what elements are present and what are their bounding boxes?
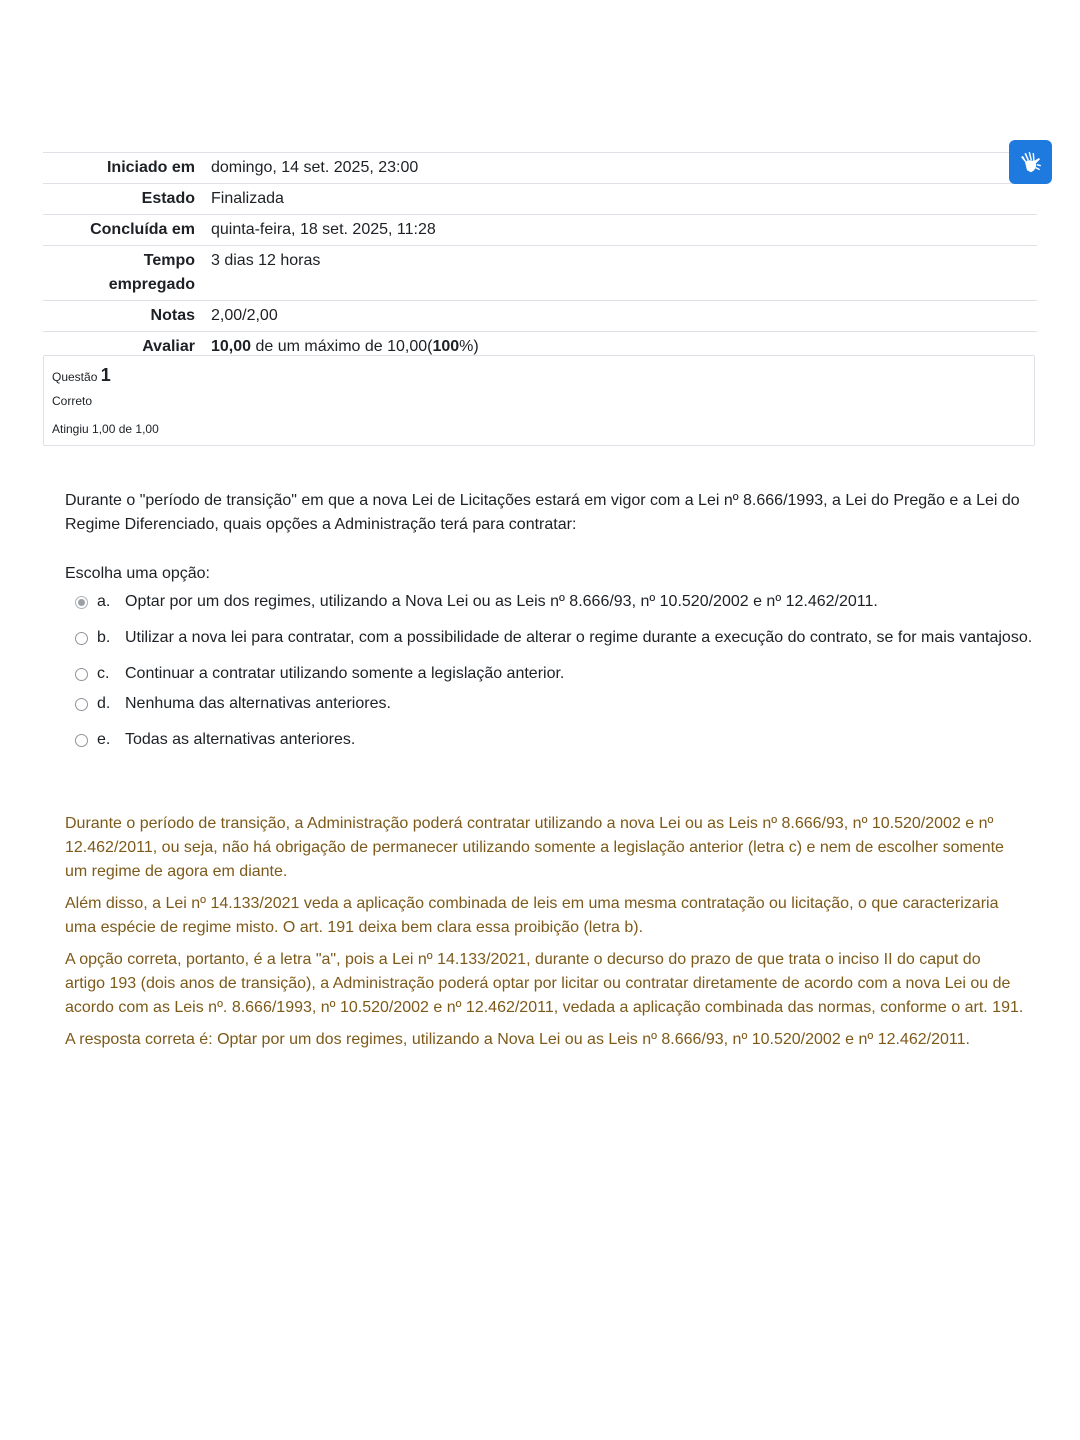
summary-value: Finalizada [211,190,284,207]
grade-end: %) [459,338,479,355]
grade-middle: de um máximo de 10,00( [251,338,433,355]
summary-label: Iniciado em [106,159,195,176]
quiz-summary-table [43,152,1037,362]
grade-score: 10,00 [211,338,252,355]
option-text: Utilizar a nova lei para contratar, com a possibilidade de alterar o regime durante a execução do contrato, se for mais vantajoso. [125,629,1033,646]
radio-button[interactable] [75,668,88,681]
grade-percent: 100 [432,338,460,355]
summary-value: 3 dias 12 horas [211,252,321,269]
option-letter: d. [97,695,111,712]
feedback-paragraph: A opção correta, portanto, é a letra "a", pois a Lei nº 14.133/2021, durante o decurso do prazo de que trata o inciso II do caput do artigo 193 (dois anos de transição), a Administração poderá optar por licitar ou contratar diretamente de acordo com a nova Lei ou de acordo com as Leis nº. 8.666/1993, nº 10.520/2002 e nº 12.462/2011, vedada a aplicação combinada das normas, conforme o art. 191. [65,951,1024,1016]
option-letter: b. [97,629,111,646]
answer-option-b[interactable] [73,626,1032,650]
summary-label: Notas [150,307,195,324]
summary-label: Estado [141,190,195,207]
option-letter: c. [97,665,110,682]
question-number-label: Questão [52,370,98,384]
question-number [52,364,1026,388]
option-text: Optar por um dos regimes, utilizando a Nova Lei ou as Leis nº 8.666/93, nº 10.520/2002 e nº 12.462/2011. [125,593,878,610]
radio-button[interactable] [75,734,88,747]
question-number-value: 1 [100,365,111,385]
option-text: Continuar a contratar utilizando somente a legislação anterior. [125,665,565,682]
option-text: Todas as alternativas anteriores. [125,731,356,748]
option-letter: e. [97,731,111,748]
summary-row-state [43,184,1037,215]
radio-button-selected[interactable] [75,596,88,609]
accessibility-sign-language-button[interactable] [1009,140,1052,184]
summary-value: quinta-feira, 18 set. 2025, 11:28 [211,221,436,238]
summary-row-marks [43,301,1037,332]
answer-option-d[interactable] [73,692,391,716]
general-feedback [65,812,1025,1060]
question-text: Durante o "período de transição" em que a nova Lei de Licitações estará em vigor com a Lei nº 8.666/1993, a Lei do Pregão e a Lei do Regime Diferenciado, quais opções a Administração terá para contratar: [65,492,1020,533]
correct-answer-text: A resposta correta é: Optar por um dos regimes, utilizando a Nova Lei ou as Leis nº 8.666/93, nº 10.520/2002 e nº 12.462/2011. [65,1031,970,1048]
answer-option-e[interactable] [73,728,355,752]
feedback-paragraph: Durante o período de transição, a Administração poderá contratar utilizando a nova Lei ou as Leis nº 8.666/93, nº 10.520/2002 e nº 12.462/2011, ou seja, não há obrigação de permanecer utilizando somente a legislação anterior (letra c) e nem de escolher somente um regime de agora em diante. [65,815,1004,880]
radio-button[interactable] [75,632,88,645]
summary-row-started [43,153,1037,184]
summary-label: Concluída em [90,221,195,238]
option-text: Nenhuma das alternativas anteriores. [125,695,391,712]
summary-row-completed [43,215,1037,246]
question-info-box [43,355,1035,446]
feedback-paragraph: Além disso, a Lei nº 14.133/2021 veda a aplicação combinada de leis em uma mesma contratação ou licitação, o que caracterizaria uma espécie de regime misto. O art. 191 deixa bem clara essa proibição (letra b). [65,895,999,936]
answer-prompt: Escolha uma opção: [65,565,210,582]
option-letter: a. [97,593,111,610]
summary-value: domingo, 14 set. 2025, 23:00 [211,159,419,176]
summary-label: Tempo empregado [108,252,195,293]
question-state: Correto [52,394,93,408]
summary-label-wrapper [43,246,203,301]
radio-button[interactable] [75,698,88,711]
summary-label: Avaliar [142,338,195,355]
summary-row-time-taken [43,246,1037,301]
answer-option-c[interactable] [73,662,564,686]
sign-language-hand-icon [1017,148,1045,176]
question-grade: Atingiu 1,00 de 1,00 [52,422,159,436]
summary-value: 2,00/2,00 [211,307,278,324]
answer-option-a[interactable] [73,590,878,614]
